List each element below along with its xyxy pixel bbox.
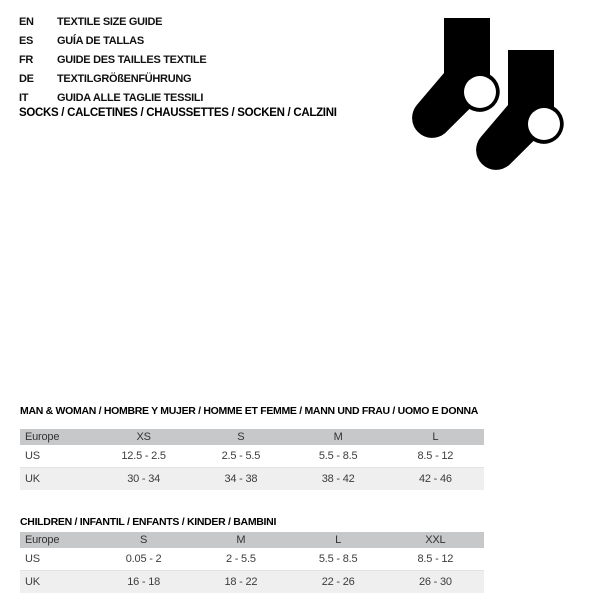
table-cell: 30 - 34 bbox=[127, 473, 161, 485]
socks-icon bbox=[400, 10, 580, 185]
table-cell: 18 - 22 bbox=[224, 576, 258, 588]
table-cell: 8.5 - 12 bbox=[417, 553, 454, 565]
table-title: MAN & WOMAN / HOMBRE Y MUJER / HOMME ET FEMME / MANN UND FRAU / UOMO E DONNA bbox=[20, 405, 479, 417]
table-title: CHILDREN / INFANTIL / ENFANTS / KINDER / BAMBINI bbox=[20, 516, 277, 528]
column-header: S bbox=[140, 534, 148, 546]
table-cell: 8.5 - 12 bbox=[417, 450, 454, 462]
table-cell: 2 - 5.5 bbox=[225, 553, 256, 565]
language-label: GUIDE DES TAILLES TEXTILE bbox=[57, 54, 207, 66]
table-row bbox=[20, 467, 484, 490]
language-code: DE bbox=[19, 73, 34, 85]
table-header-row bbox=[20, 532, 484, 548]
language-row-fr bbox=[19, 51, 206, 70]
table-cell: 16 - 18 bbox=[127, 576, 161, 588]
row-label: US bbox=[25, 450, 40, 462]
size-table-man-woman bbox=[20, 404, 484, 490]
category-title: SOCKS / CALCETINES / CHAUSSETTES / SOCKEN / CALZINI bbox=[19, 107, 337, 119]
language-row-es bbox=[19, 32, 206, 51]
table-row bbox=[20, 445, 484, 467]
column-header: Europe bbox=[25, 534, 60, 546]
table-header-row bbox=[20, 429, 484, 445]
column-header: M bbox=[236, 534, 246, 546]
column-header: L bbox=[432, 431, 439, 443]
table-row bbox=[20, 548, 484, 570]
language-label: TEXTILE SIZE GUIDE bbox=[57, 16, 163, 28]
table-cell: 5.5 - 8.5 bbox=[318, 553, 358, 565]
language-code: IT bbox=[19, 92, 29, 104]
table-cell: 22 - 26 bbox=[321, 576, 355, 588]
table-cell: 0.05 - 2 bbox=[125, 553, 162, 565]
table-cell: 12.5 - 2.5 bbox=[121, 450, 166, 462]
column-header: L bbox=[335, 534, 342, 546]
column-header: M bbox=[333, 431, 343, 443]
language-label: TEXTILGRÖßENFÜHRUNG bbox=[57, 73, 192, 85]
language-row-de bbox=[19, 70, 206, 89]
table-row bbox=[20, 570, 484, 593]
row-label: UK bbox=[25, 473, 40, 485]
size-table-children bbox=[20, 515, 484, 593]
table-cell: 5.5 - 8.5 bbox=[318, 450, 358, 462]
table-cell: 26 - 30 bbox=[418, 576, 452, 588]
table-cell: 2.5 - 5.5 bbox=[221, 450, 261, 462]
language-label: GUIDA ALLE TAGLIE TESSILI bbox=[57, 92, 204, 104]
column-header: S bbox=[237, 431, 245, 443]
language-label: GUÍA DE TALLAS bbox=[57, 35, 144, 47]
language-code: FR bbox=[19, 54, 34, 66]
language-code: ES bbox=[19, 35, 34, 47]
table-cell: 42 - 46 bbox=[418, 473, 452, 485]
row-label: UK bbox=[25, 576, 40, 588]
language-code: EN bbox=[19, 16, 34, 28]
column-header: Europe bbox=[25, 431, 60, 443]
language-row-it bbox=[19, 89, 206, 108]
row-label: US bbox=[25, 553, 40, 565]
column-header: XXL bbox=[425, 534, 446, 546]
language-row-en bbox=[19, 13, 206, 32]
column-header: XS bbox=[136, 431, 151, 443]
table-cell: 38 - 42 bbox=[321, 473, 355, 485]
language-list bbox=[19, 13, 206, 108]
table-cell: 34 - 38 bbox=[224, 473, 258, 485]
